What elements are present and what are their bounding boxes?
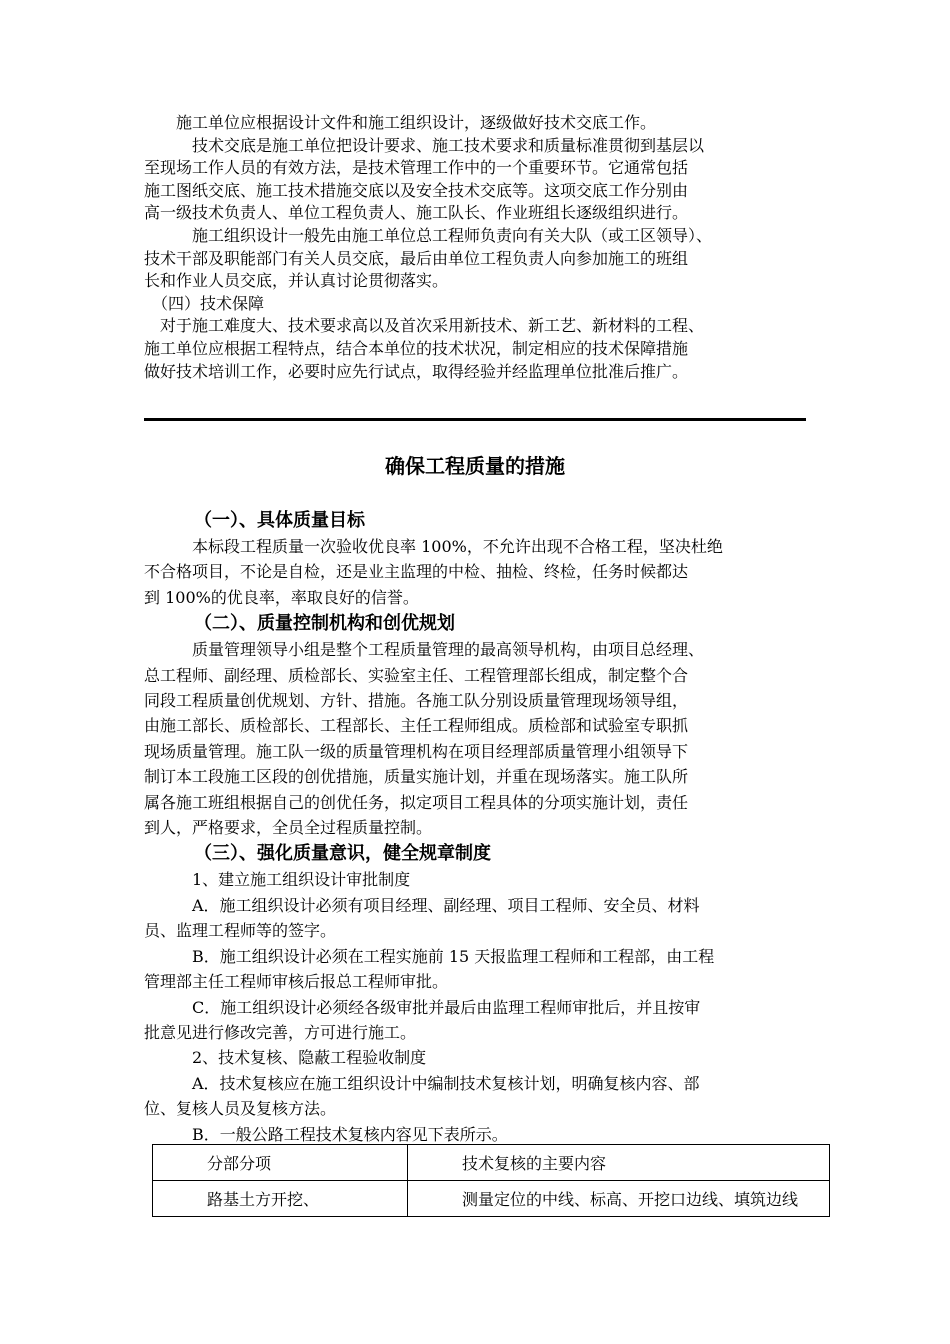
table-cell: 测量定位的中线、标高、开挖口边线、填筑边线 <box>408 1181 830 1217</box>
paragraph-line: 位、复核人员及复核方法。 <box>144 1099 337 1119</box>
table-row <box>153 1181 830 1217</box>
paragraph-line: 到 100%的优良率，率取良好的信誉。 <box>144 587 419 607</box>
paragraph-line: B．一般公路工程技术复核内容见下表所示。 <box>144 1124 508 1144</box>
paragraph-line: 本标段工程质量一次验收优良率 100%，不允许出现不合格工程，坚决杜绝 <box>144 537 723 556</box>
paragraph-line: 2、技术复核、隐蔽工程验收制度 <box>144 1048 427 1068</box>
paragraph-line: 质量管理领导小组是整个工程质量管理的最高领导机构，由项目总经理、 <box>144 640 705 660</box>
paragraph-line: 批意见进行修改完善，方可进行施工。 <box>144 1022 417 1042</box>
paragraph-line: 不合格项目，不论是自检，还是业主监理的中检、抽检、终检，任务时候都达 <box>144 562 689 582</box>
paragraph-line: A．技术复核应在施工组织设计中编制技术复核计划，明确复核内容、部 <box>144 1073 700 1093</box>
technical-review-table <box>152 1144 830 1217</box>
paragraph-line: 管理部主任工程师审核后报总工程师审批。 <box>144 972 449 992</box>
paragraph-line: 施工单位应根据工程特点，结合本单位的技术状况，制定相应的技术保障措施 <box>144 338 689 358</box>
horizontal-divider <box>144 418 806 421</box>
paragraph-line: 由施工部长、质检部长、工程部长、主任工程师组成。质检部和试验室专职抓 <box>144 716 689 736</box>
paragraph-line: 员、监理工程师等的签字。 <box>144 921 337 941</box>
paragraph-line: A．施工组织设计必须有项目经理、副经理、项目工程师、安全员、材料 <box>144 895 700 915</box>
paragraph-line: C．施工组织设计必须经各级审批并最后由监理工程师审批后，并且按审 <box>144 997 701 1017</box>
subsection-heading: （四）技术保障 <box>144 293 265 313</box>
paragraph-line: 到人，严格要求，全员全过程质量控制。 <box>144 818 433 838</box>
paragraph-line: 总工程师、副经理、质检部长、实验室主任、工程管理部长组成，制定整个合 <box>144 665 689 685</box>
paragraph-line: 同段工程质量创优规划、方针、措施。各施工队分别设质量管理现场领导组， <box>144 691 689 711</box>
paragraph-line: 施工图纸交底、施工技术措施交底以及安全技术交底等。这项交底工作分别由 <box>144 180 689 200</box>
section-heading-1: （一）、具体质量目标 <box>194 510 365 531</box>
paragraph-line: 高一级技术负责人、单位工程负责人、施工队长、作业班组长逐级组织进行。 <box>144 203 689 223</box>
paragraph-line: B．施工组织设计必须在工程实施前 15 天报监理工程师和工程部，由工程 <box>144 946 715 966</box>
table-cell: 路基土方开挖、 <box>153 1181 408 1217</box>
table-header-cell: 分部分项 <box>153 1145 408 1181</box>
paragraph-line: 1、建立施工组织设计审批制度 <box>144 870 411 890</box>
paragraph-line: 对于施工难度大、技术要求高以及首次采用新技术、新工艺、新材料的工程、 <box>144 316 705 336</box>
paragraph-line: 技术干部及职能部门有关人员交底，最后由单位工程负责人向参加施工的班组 <box>144 248 689 268</box>
table-header-cell: 技术复核的主要内容 <box>408 1145 830 1181</box>
intro-text <box>144 112 814 383</box>
section-heading-2: （二）、质量控制机构和创优规划 <box>194 613 455 635</box>
paragraph-line: 属各施工班组根据自己的创优任务，拟定项目工程具体的分项实施计划，责任 <box>144 792 689 812</box>
paragraph-line: 施工单位应根据设计文件和施工组织设计，逐级做好技术交底工作。 <box>144 113 657 132</box>
paragraph-line: 施工组织设计一般先由施工单位总工程师负责向有关大队（或工区领导）、 <box>144 225 713 245</box>
section-heading-3: （三）、强化质量意识，健全规章制度 <box>194 843 491 865</box>
main-text <box>144 507 824 1147</box>
paragraph-line: 技术交底是施工单位把设计要求、施工技术要求和质量标准贯彻到基层以 <box>144 135 705 155</box>
paragraph-line: 现场质量管理。施工队一级的质量管理机构在项目经理部质量管理小组领导下 <box>144 741 689 761</box>
page-title: 确保工程质量的措施 <box>385 454 565 478</box>
paragraph-line: 长和作业人员交底，并认真讨论贯彻落实。 <box>144 271 449 291</box>
paragraph-line: 做好技术培训工作，必要时应先行试点，取得经验并经监理单位批准后推广。 <box>144 361 689 381</box>
paragraph-line: 至现场工作人员的有效方法，是技术管理工作中的一个重要环节。它通常包括 <box>144 158 689 178</box>
table-header-row <box>153 1145 830 1181</box>
paragraph-line: 制订本工段施工区段的创优措施，质量实施计划，并重在现场落实。施工队所 <box>144 767 689 787</box>
